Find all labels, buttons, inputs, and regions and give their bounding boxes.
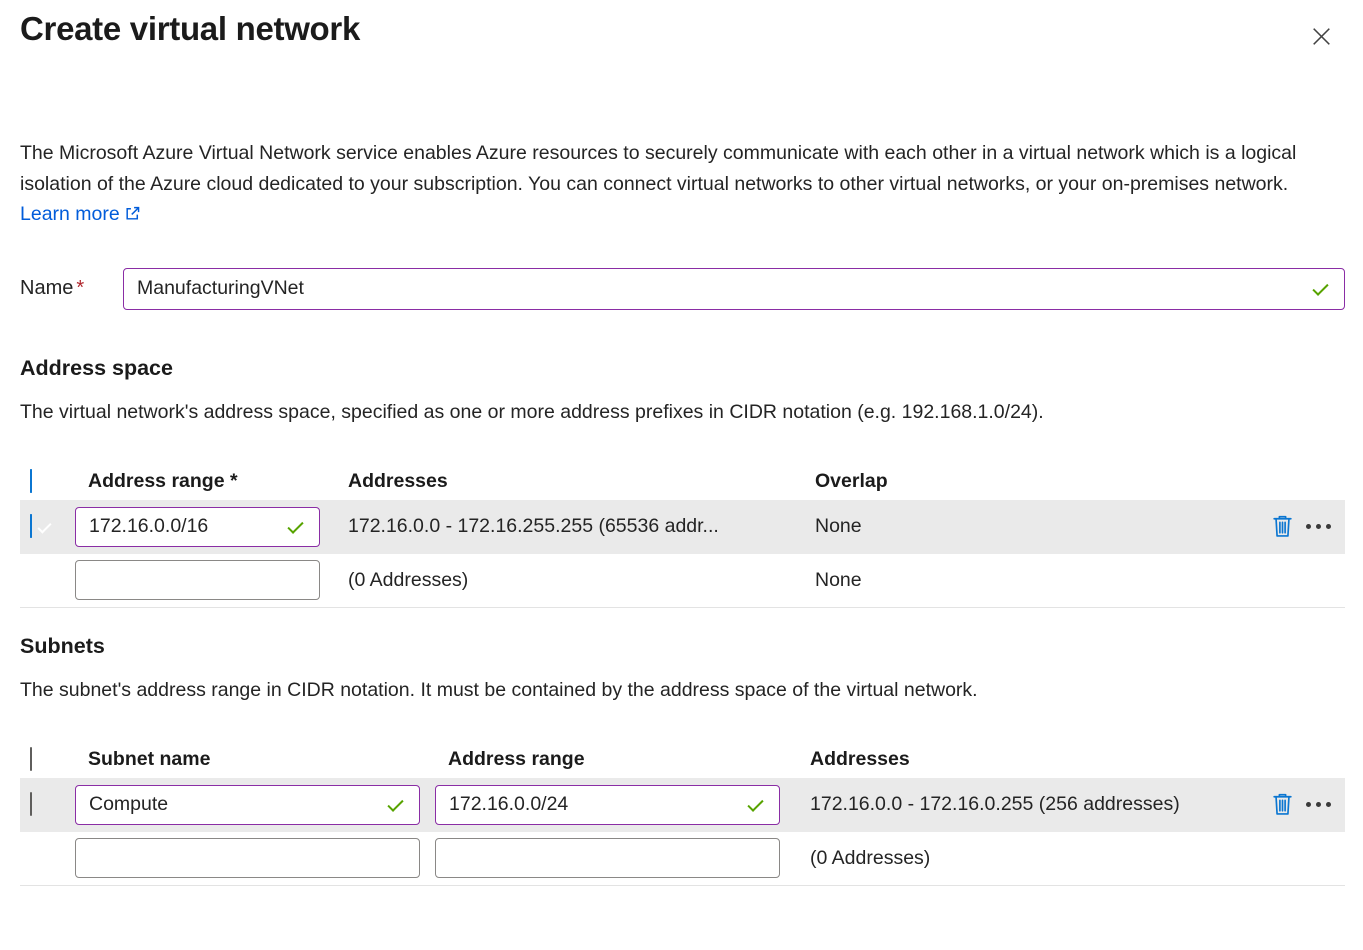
ellipsis-icon xyxy=(1306,524,1331,529)
service-description-text: The Microsoft Azure Virtual Network service enables Azure resources to securely communicate with each other in a virtual network which is a logical isolation of the Azure cloud dedicated to your subscription. You can connect virtual networks to other virtual networks, or your on-premises network. xyxy=(20,142,1297,195)
subnets-heading: Subnets xyxy=(20,633,105,658)
select-all-subnets-checkbox[interactable] xyxy=(30,747,32,771)
row-checkbox[interactable] xyxy=(30,514,32,538)
row-context-menu-button[interactable] xyxy=(1306,524,1331,529)
new-subnet-range-input[interactable] xyxy=(436,839,779,877)
new-subnet-range-input-wrapper xyxy=(435,838,780,878)
subnets-table-header xyxy=(20,742,1345,778)
subnet-context-menu-button[interactable] xyxy=(1306,802,1331,807)
subnet-range-input-wrapper xyxy=(435,785,780,825)
address-space-heading: Address space xyxy=(20,355,173,380)
address-space-empty-row xyxy=(20,554,1345,608)
close-button[interactable] xyxy=(1307,24,1335,52)
trash-icon xyxy=(1271,791,1294,819)
subnet-addresses-value: 172.16.0.0 - 172.16.0.255 (256 addresses) xyxy=(810,793,1180,815)
subnet-range-input[interactable] xyxy=(436,786,779,824)
address-range-input-wrapper xyxy=(75,507,320,547)
new-subnet-name-input-wrapper xyxy=(75,838,420,878)
checkbox-check-icon xyxy=(37,519,51,533)
subnet-empty-row xyxy=(20,832,1345,886)
checkbox-check-icon xyxy=(37,474,51,488)
vnet-name-input[interactable] xyxy=(124,269,1344,309)
subnet-row-checkbox[interactable] xyxy=(30,792,32,816)
subnet-name-input-wrapper xyxy=(75,785,420,825)
subnets-description: The subnet's address range in CIDR notation. It must be contained by the address space of the virtual network. xyxy=(20,678,978,701)
select-all-checkbox[interactable] xyxy=(30,469,32,493)
col-addresses: Addresses xyxy=(348,470,448,492)
address-space-row xyxy=(20,500,1345,554)
col-address-range: Address range * xyxy=(88,470,238,492)
subnet-row xyxy=(20,778,1345,832)
address-range-input[interactable] xyxy=(76,508,319,546)
addresses-value: 172.16.0.0 - 172.16.255.255 (65536 addr... xyxy=(348,515,719,537)
name-field-row xyxy=(20,268,1345,310)
learn-more-label: Learn more xyxy=(20,203,120,225)
col-subnet-addresses: Addresses xyxy=(810,748,910,770)
delete-address-range-button[interactable] xyxy=(1271,513,1294,541)
new-address-range-input[interactable] xyxy=(76,561,319,599)
external-link-icon xyxy=(124,205,141,227)
address-space-description: The virtual network's address space, specified as one or more address prefixes in CIDR notation (e.g. 192.168.1.0/24). xyxy=(20,400,1044,423)
addresses-value: (0 Addresses) xyxy=(348,568,469,591)
delete-subnet-button[interactable] xyxy=(1271,791,1294,819)
overlap-value: None xyxy=(815,515,862,537)
trash-icon xyxy=(1271,513,1294,541)
col-subnet-name: Subnet name xyxy=(88,748,211,770)
page-title: Create virtual network xyxy=(20,10,361,47)
col-subnet-range: Address range xyxy=(448,748,585,770)
name-input-wrapper xyxy=(123,268,1345,310)
name-label: Name * xyxy=(20,277,85,299)
address-space-table-header xyxy=(20,464,1345,500)
overlap-value: None xyxy=(815,568,862,591)
create-virtual-network-panel xyxy=(0,6,1363,950)
subnet-name-input[interactable] xyxy=(76,786,419,824)
service-description xyxy=(20,138,1342,232)
new-subnet-name-input[interactable] xyxy=(76,839,419,877)
subnet-addresses-value: (0 Addresses) xyxy=(810,846,931,869)
col-overlap: Overlap xyxy=(815,470,888,492)
required-asterisk: * xyxy=(76,277,85,299)
new-address-range-input-wrapper xyxy=(75,560,320,600)
learn-more-link[interactable] xyxy=(20,203,141,225)
close-icon xyxy=(1309,24,1334,52)
ellipsis-icon xyxy=(1306,802,1331,807)
